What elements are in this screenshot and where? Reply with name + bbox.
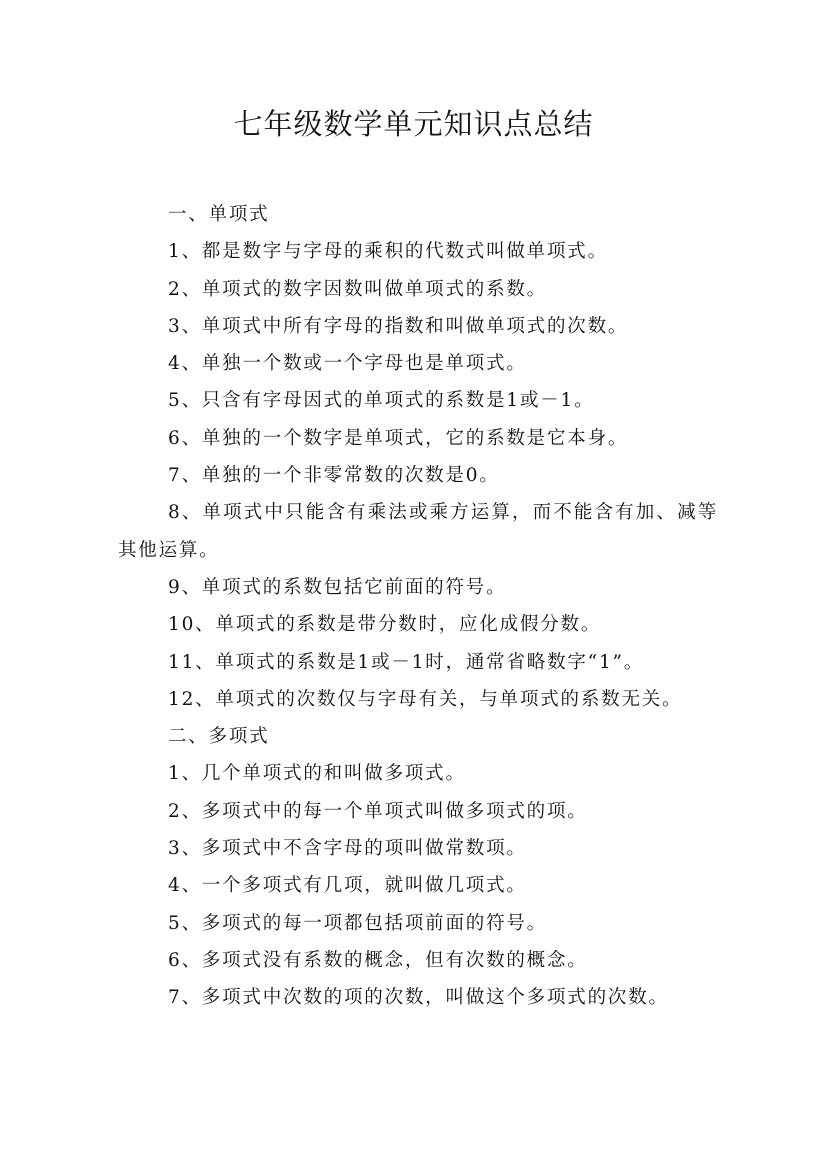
monomial-item-11: 11、单项式的系数是1或－1时，通常省略数字“1”。	[168, 651, 645, 673]
monomial-item-6: 6、单独的一个数字是单项式，它的系数是它本身。	[168, 427, 629, 449]
monomial-item-10: 10、单项式的系数是带分数时，应化成假分数。	[168, 614, 602, 636]
monomial-item-3: 3、单项式中所有字母的指数和叫做单项式的次数。	[168, 315, 629, 337]
polynomial-item-5: 5、多项式的每一项都包括项前面的符号。	[168, 912, 547, 934]
polynomial-item-4: 4、一个多项式有几项，就叫做几项式。	[168, 875, 527, 897]
monomial-item-4: 4、单独一个数或一个字母也是单项式。	[168, 353, 527, 375]
section-heading-monomial: 一、单项式	[168, 204, 270, 225]
document-body	[118, 196, 718, 1017]
section-heading-polynomial: 二、多项式	[168, 726, 270, 748]
polynomial-item-1: 1、几个单项式的和叫做多项式。	[168, 763, 466, 785]
monomial-item-7: 7、单独的一个非零常数的次数是0。	[168, 465, 500, 487]
polynomial-item-3: 3、多项式中不含字母的项叫做常数项。	[168, 838, 527, 860]
polynomial-item-6: 6、多项式没有系数的概念，但有次数的概念。	[168, 949, 588, 971]
monomial-item-9: 9、单项式的系数包括它前面的符号。	[168, 576, 507, 598]
document-title: 七年级数学单元知识点总结	[233, 107, 594, 141]
monomial-item-12: 12、单项式的次数仅与字母有关，与单项式的系数无关。	[168, 688, 683, 710]
monomial-item-5: 5、只含有字母因式的单项式的系数是1或－1。	[168, 390, 595, 412]
monomial-item-1: 1、都是数字与字母的乘积的代数式叫做单项式。	[168, 241, 608, 263]
monomial-item-8: 8、单项式中只能含有乘法或乘方运算，而不能含有加、减等其他运算。	[118, 502, 718, 561]
polynomial-item-7: 7、多项式中次数的项的次数，叫做这个多项式的次数。	[168, 987, 669, 1009]
monomial-item-2: 2、单项式的数字因数叫做单项式的系数。	[168, 278, 547, 300]
polynomial-item-2: 2、多项式中的每一个单项式叫做多项式的项。	[168, 800, 588, 822]
